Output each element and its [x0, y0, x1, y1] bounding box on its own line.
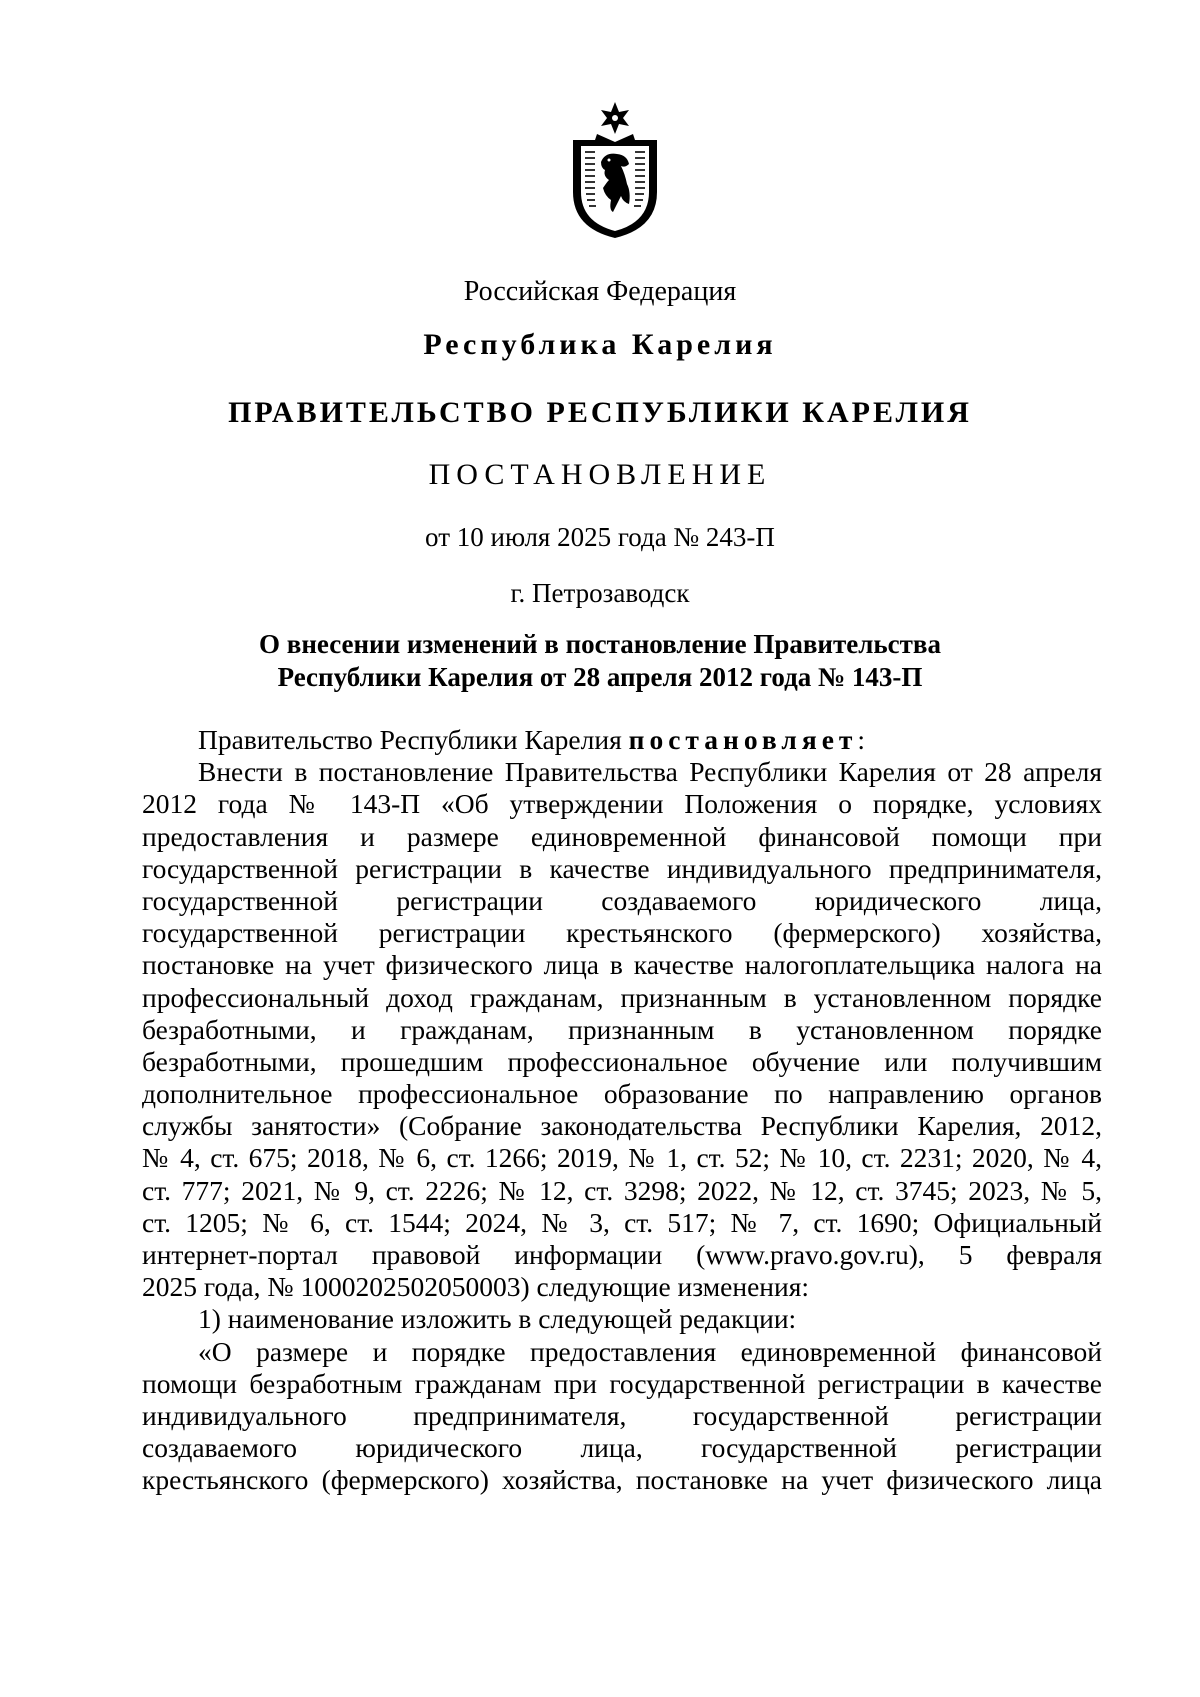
- document-date-number: от 10 июля 2025 года № 243-П: [425, 522, 775, 552]
- document-title-line: Республики Карелия от 28 апреля 2012 года № 143-П: [277, 662, 923, 692]
- body-line: 2025 года, № 1000202502050003) следующие изменения:: [142, 1271, 809, 1303]
- body-line: безработными, прошедшим профессиональное обучение или получившим: [142, 1045, 1102, 1077]
- government-name: ПРАВИТЕЛЬСТВО РЕСПУБЛИКИ КАРЕЛИЯ: [228, 396, 972, 429]
- decides-suffix: :: [857, 724, 866, 755]
- body-line: Внести в постановление Правительства Республики Карелия от 28 апреля: [198, 756, 1102, 788]
- document-title: [0, 628, 1200, 694]
- body-line: индивидуального предпринимателя, государственной регистрации: [142, 1399, 1102, 1431]
- body-line: предоставления и размере единовременной финансовой помощи при: [142, 820, 1102, 852]
- decides-line: [142, 724, 1102, 756]
- document-city: г. Петрозаводск: [510, 578, 690, 608]
- body-line: «О размере и порядке предоставления единовременной финансовой: [198, 1335, 1102, 1367]
- document-body: [142, 724, 1102, 1497]
- body-line: дополнительное профессиональное образование по направлению органов: [142, 1078, 1102, 1110]
- karelia-coat-of-arms-icon: [565, 100, 665, 240]
- body-line: крестьянского (фермерского) хозяйства, постановке на учет физического лица: [142, 1464, 1102, 1496]
- body-line: создаваемого юридического лица, государственной регистрации: [142, 1432, 1102, 1464]
- body-line: ст. 777; 2021, № 9, ст. 2226; № 12, ст. 3298; 2022, № 12, ст. 3745; 2023, № 5,: [142, 1174, 1102, 1206]
- body-line: постановке на учет физического лица в качестве налогоплательщика налога на: [142, 949, 1102, 981]
- body-line: помощи безработным гражданам при государственной регистрации в качестве: [142, 1367, 1102, 1399]
- body-line: профессиональный доход гражданам, признанным в установленном порядке: [142, 981, 1102, 1013]
- republic-name: Республика Карелия: [423, 328, 777, 361]
- body-line: № 4, ст. 675; 2018, № 6, ст. 1266; 2019, № 1, ст. 52; № 10, ст. 2231; 2020, № 4,: [142, 1142, 1102, 1174]
- decides-prefix: Правительство Республики Карелия: [198, 724, 629, 755]
- body-line: 1) наименование изложить в следующей редакции:: [198, 1303, 797, 1335]
- document-type: ПОСТАНОВЛЕНИЕ: [428, 458, 772, 491]
- body-line: 2012 года № 143-П «Об утверждении Положения о порядке, условиях: [142, 788, 1102, 820]
- document-title-line: О внесении изменений в постановление Правительства: [259, 629, 941, 659]
- body-line: государственной регистрации крестьянского (фермерского) хозяйства,: [142, 917, 1102, 949]
- body-line: безработными, и гражданам, признанным в установленном порядке: [142, 1013, 1102, 1045]
- body-line: государственной регистрации создаваемого юридического лица,: [142, 884, 1102, 916]
- country-name: Российская Федерация: [463, 276, 737, 307]
- body-line: службы занятости» (Собрание законодательства Республики Карелия, 2012,: [142, 1110, 1102, 1142]
- body-line: ст. 1205; № 6, ст. 1544; 2024, № 3, ст. 517; № 7, ст. 1690; Официальный: [142, 1206, 1102, 1238]
- body-line: государственной регистрации в качестве индивидуального предпринимателя,: [142, 852, 1102, 884]
- body-line: интернет-портал правовой информации (www.pravo.gov.ru), 5 февраля: [142, 1239, 1102, 1270]
- decides-word: постановляет: [628, 724, 858, 755]
